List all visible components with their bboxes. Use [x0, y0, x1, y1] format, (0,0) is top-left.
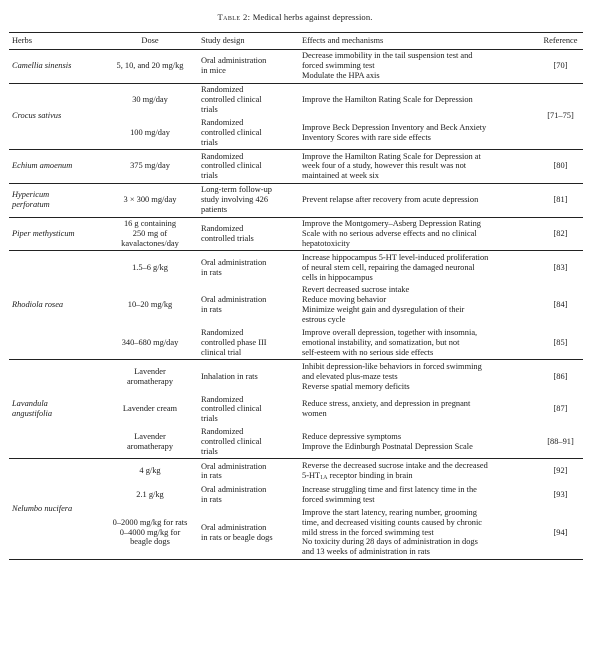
herb-name: Piper methysticum: [9, 217, 102, 251]
reference-cell: [93]: [553, 489, 568, 499]
study-design-cell: Long-term follow-up study involving 426 patients: [198, 183, 299, 217]
reference-cell: [80]: [538, 150, 583, 184]
reference-cell: [92]: [553, 466, 568, 476]
effects-cell: Inhibit depression-like behaviors in forced swimming and elevated plus-maze tests Reverse spatial memory deficits: [302, 361, 482, 391]
dose-cell: Lavender aromatherapy: [126, 366, 174, 386]
reference-cell: [86]: [553, 371, 568, 381]
dose-cell: 4 g/kg: [139, 466, 161, 476]
reference-cell: [82]: [538, 217, 583, 251]
effects-cell: Reduce stress, anxiety, and depression in pregnant women: [302, 399, 471, 419]
table-row: [9, 251, 583, 284]
dose-cell: Lavender aromatherapy: [102, 426, 198, 459]
herb-name: Hypericum perforatum: [9, 183, 102, 217]
table-header-row: [9, 33, 583, 50]
dose-cell: 10–20 mg/kg: [127, 300, 173, 310]
effects-cell: Improve Beck Depression Inventory and Beck Anxiety Inventory Scores with rare side effects: [299, 116, 538, 149]
dose-cell: 340–680 mg/day: [102, 327, 198, 360]
study-design-cell: Oral administration in rats: [201, 295, 267, 315]
reference-cell: [84]: [553, 300, 568, 310]
herb-name: Echium amoenum: [9, 150, 102, 184]
header-study-design: Study design: [198, 33, 299, 50]
study-design-cell: Randomized controlled clinical trials: [198, 150, 299, 184]
study-design-cell: Randomized controlled clinical trials: [201, 394, 262, 424]
header-reference: Reference: [538, 33, 583, 50]
herb-name: Lavandula angustifolia: [9, 360, 102, 459]
study-design-cell: Oral administration in rats: [201, 257, 267, 277]
dose-cell: 2.1 g/kg: [136, 489, 164, 499]
table-row: [9, 83, 583, 116]
herb-name: Camellia sinensis: [9, 49, 102, 83]
dose-cell: 30 mg/day: [132, 95, 168, 105]
study-design-cell: Oral administration in rats: [201, 461, 267, 481]
reference-cell: [81]: [538, 183, 583, 217]
study-design-cell: Randomized controlled clinical trials: [198, 116, 299, 149]
table-title: Medical herbs against depression.: [252, 12, 373, 22]
reference-cell: [83]: [553, 262, 568, 272]
table-row: [9, 217, 583, 251]
study-design-cell: Randomized controlled trials: [198, 217, 299, 251]
header-effects: Effects and mechanisms: [299, 33, 538, 50]
effects-cell: Improve overall depression, together with insomnia, emotional instability, and somatization, but not self-esteem with no serious side effects: [299, 327, 538, 360]
study-design-cell: Inhalation in rats: [201, 371, 258, 381]
effects-cell: Prevent relapse after recovery from acute depression: [299, 183, 538, 217]
dose-cell: 100 mg/day: [102, 116, 198, 149]
table-row: [9, 150, 583, 184]
table-label: Table 2:: [217, 12, 251, 22]
effects-cell: Improve the Montgomery–Asberg Depression Rating Scale with no serious adverse effects and no clinical hepatotoxicity: [299, 217, 538, 251]
table-caption: [0, 0, 590, 27]
study-design-cell: Randomized controlled clinical trials: [198, 426, 299, 459]
reference-cell: [71–75]: [538, 83, 583, 149]
reference-cell: [94]: [538, 506, 583, 559]
dose-cell: 0–2000 mg/kg for rats 0–4000 mg/kg for beagle dogs: [102, 506, 198, 559]
herbs-table: [9, 32, 583, 560]
study-design-cell: Randomized controlled phase III clinical trial: [198, 327, 299, 360]
study-design-cell: Oral administration in mice: [198, 49, 299, 83]
herb-name: Rhodiola rosea: [9, 251, 102, 360]
table-row: [9, 183, 583, 217]
herb-name: Crocus sativus: [9, 83, 102, 149]
dose-cell: 5, 10, and 20 mg/kg: [102, 49, 198, 83]
study-design-cell: Randomized controlled clinical trials: [201, 85, 262, 114]
effects-cell: Reduce depressive symptoms Improve the Edinburgh Postnatal Depression Scale: [299, 426, 538, 459]
dose-cell: Lavender cream: [122, 404, 178, 414]
reference-cell: [85]: [538, 327, 583, 360]
study-design-cell: Oral administration in rats: [201, 484, 267, 504]
header-herbs: Herbs: [9, 33, 102, 50]
table-row: [9, 49, 583, 83]
effects-cell: Decrease immobility in the tail suspension test and forced swimming test Modulate the HPA axis: [299, 49, 538, 83]
header-dose: Dose: [102, 33, 198, 50]
effects-cell: Reverse the decreased sucrose intake and the decreased $5-HT_{1A}$ receptor binding in brain: [302, 460, 488, 481]
effects-cell: Increase hippocampus 5-HT level-induced proliferation of neural stem cell, repairing the damaged neuronal cells in hippocampus: [302, 252, 489, 282]
effects-cell: Increase struggling time and first latency time in the forced swimming test: [302, 484, 477, 504]
dose-cell: 16 g containing 250 mg of kavalactones/day: [102, 217, 198, 251]
study-design-cell: Oral administration in rats or beagle dogs: [198, 506, 299, 559]
table-row: [9, 360, 583, 393]
table-row: [9, 459, 583, 483]
dose-cell: 375 mg/day: [102, 150, 198, 184]
effects-cell: Improve the Hamilton Rating Scale for Depression: [302, 95, 473, 105]
reference-cell: [87]: [553, 404, 568, 414]
effects-cell: Revert decreased sucrose intake Reduce moving behavior Minimize weight gain and dysregulation of their estrous cycle: [302, 285, 465, 325]
reference-cell: [88–91]: [538, 426, 583, 459]
reference-cell: [70]: [538, 49, 583, 83]
effects-cell: Improve the start latency, rearing number, grooming time, and decreased visiting counts caused by chronic mild stress in the forced swimming test No toxicity during 28 days of administration in dogs and 13 weeks of administration in rats: [299, 506, 538, 559]
effects-cell: Improve the Hamilton Rating Scale for Depression at week four of a study, however this result was not maintained at week six: [299, 150, 538, 184]
herb-name: Nelumbo nucifera: [9, 459, 102, 559]
dose-cell: 3 × 300 mg/day: [102, 183, 198, 217]
dose-cell: 1.5–6 g/kg: [132, 262, 168, 272]
